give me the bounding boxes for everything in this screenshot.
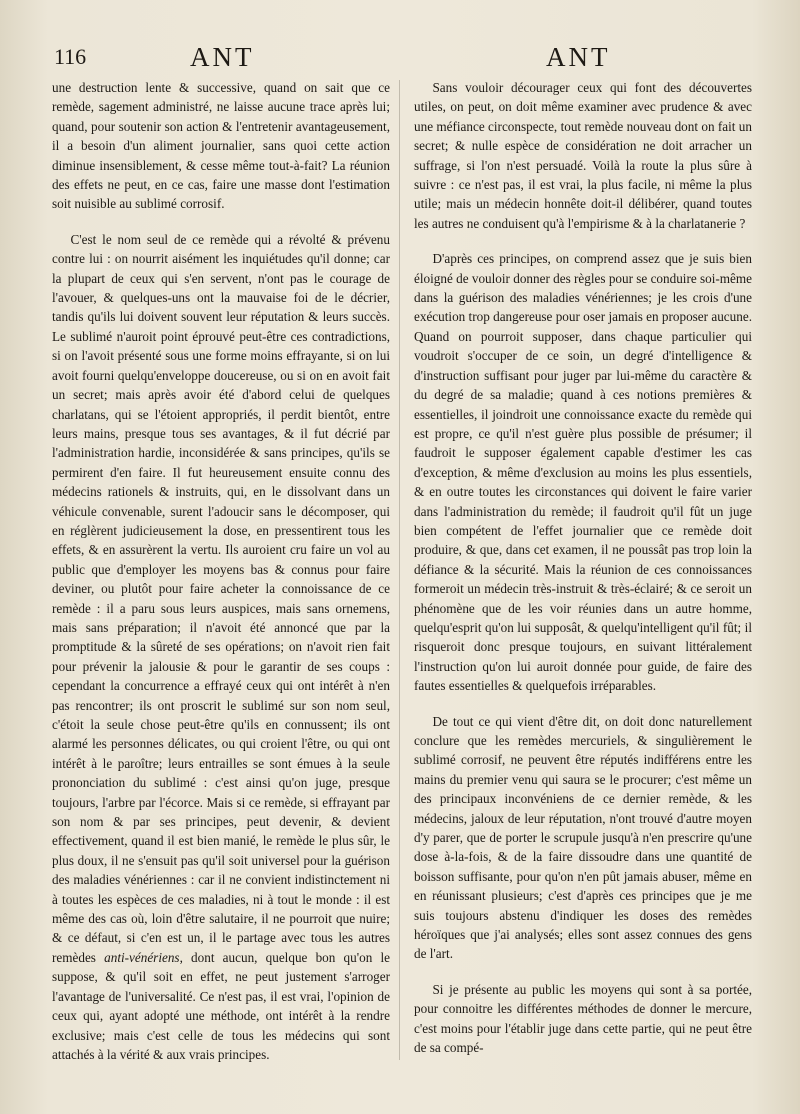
paragraph-text-end: , dont aucun, quelque bon qu'on le suppose, & qu'il soit en effet, ne peut justement s'arroger l'avantage de l'universalité. Ce n'est pas, il est vrai, l'opinion de ceux qui, ayant adopté une méthode, ont intérêt à la rendre exclusive; mais c'est celle de tous les médecins qui sont attachés à la vérité & aux vrais principes. xyxy=(52,949,390,1062)
right-column xyxy=(414,78,752,1068)
paragraph: De tout ce qui vient d'être dit, on doit donc naturellement conclure que les remèdes mercuriels, & singulièrement le sublimé corrosif, ne peuvent être réputés indifférens entre les mains du premier venu qui saura se le procurer; c'est même un des principaux inconvéniens de ce dernier remède, & les médecins, jaloux de leur réputation, n'ont trouvé d'autre moyen d'y parer, que de porter le scrupule jusqu'à n'en prescrire qu'une dose à-la-fois, & de la faire dissoudre dans une quantité de boisson suffisante, pour qu'on n'en pût jamais abuser, même en en réunissant plusieurs; c'est d'après ces principes que je me suis toujours abstenu d'indiquer les doses des remèdes héroïques que j'ai analysés; elles sont assez connues des gens de l'art. xyxy=(414,713,752,962)
paragraph: Sans vouloir décourager ceux qui font des découvertes utiles, on peut, on doit même examiner avec prudence & avec une méfiance circonspecte, tout remède nouveau dont on fait un secret; & nulle espèce de considération ne doit arracher un suffrage, si l'on n'est persuadé. Voilà la route la plus sûre à suivre : ce n'est pas, il est vrai, la plus facile, ni même la plus utile; mais un médecin honnête doit-il délibérer, quand toutes les autres ne conduisent qu'à l'empirisme & à la charlatanerie ? xyxy=(414,80,752,231)
left-column xyxy=(52,78,390,1068)
paragraph: Si je présente au public les moyens qui sont à sa portée, pour connoitre les différentes méthodes de donner le mercure, c'est moins pour l'établir juge dans cette partie, qui ne peut être de sa compé- xyxy=(414,981,752,1056)
text-columns xyxy=(52,78,752,1068)
running-head-left: ANT xyxy=(190,42,255,72)
italic-term: anti-vénériens xyxy=(104,949,180,965)
paragraph: une destruction lente & successive, quand on sait que ce remède, sagement administré, ne laisse aucune trace après lui; quand, pour soutenir son action & l'entretenir avantageusement, il a besoin d'un aliment journalier, sans quoi cette action diminue insensiblement, & cesse même tout-à-fait? La réunion des effets ne peut, en ce cas, faire une masse dont l'estimation soit nuisible au sublimé corrosif. xyxy=(52,80,390,212)
paragraph-text: C'est le nom seul de ce remède qui a révolté & prévenu contre lui : on nourrit aisément les inquiétudes qu'il donne; car la plupart de ceux qui s'en servent, n'ont pas le courage de l'avouer, & quelques-uns ont la mauvaise foi de le décrier, tandis qu'ils lui doivent souvent leur réputation & leurs succès. Le sublimé n'auroit point éprouvé peut-être ces contradictions, si on l'avoit présenté sous une forme moins effrayante, si on lui avoit fourni quelqu'enveloppe doucereuse, ou si on en avoit fait un secret; mais après avoir été d'abord celui de quelques charlatans, qui se l'étoient appropriés, il perdit bientôt, entre leurs mains, presque tous ses avantages, & il fut décrié par l'administration hardie, inconsidérée & sans principes, qu'ils se permirent d'en faire. Il fut heureusement ensuite connu des médecins rationels & instruits, qui, en le dissolvant dans un véhicule convenable, surent l'adoucir sans le décomposer, qui en réglèrent judicieusement la dose, en pressentirent tous les effets, & en assurèrent la vertu. Ils auroient cru faire un vol au public que d'employer les moyens bas & connus pour faire deviner, ou plutôt pour faire acheter la connoissance de ce remède : il a paru sous leurs auspices, mais sans ornemens, mais sans préparation; il n'avoit été annoncé que par la promptitude & la sûreté de ses opérations; on n'avoit rien fait pour prévenir la jalousie & pour le garantir de ses coups : cependant la concurrence a effrayé ceux qui ont intérêt à n'en pas rencontrer; ils ont proscrit le sublimé sur son nom seul, c'étoit la seule chose peut-être qu'ils en connussent; ils ont alarmé les personnes délicates, ou qui croient l'être, ou qui ont intérêt à le paroître; leurs entrailles se sont émues à la seule prononciation du sublimé : c'est ainsi qu'on juge, presque toujours, l'arbre par l'écorce. Mais si ce remède, si effrayant par son nom & par ses principes, peut devenir, & devient effectivement, quand il est bien manié, le remède le plus sûr, le plus doux, il ne s'ensuit pas qu'il soit universel pour la guérison des maladies vénériennes : car il ne convient indistinctement ni à toutes les espèces de ces maladies, ni à tout le monde : il est même des cas où, loin d'être salutaire, il ne pourroit que nuire; & ce défaut, si c'en est un, il le partage avec tous les autres remèdes xyxy=(52,231,390,965)
page-number: 116 xyxy=(54,44,87,69)
paragraph xyxy=(52,230,390,1064)
running-head-right: ANT xyxy=(546,42,611,72)
page-header xyxy=(0,42,800,76)
paragraph: D'après ces principes, on comprend assez que je suis bien éloigné de vouloir donner des règles pour se conduire soi-même dans la guérison des maladies vénériennes; je les crois d'une exécution trop dangereuse pour oser jamais en proposer aucune. Quand on pourroit supposer, dans chaque particulier qui voudroit s'occuper de ce soin, un degré d'intelligence & d'instruction suffisant pour juger par lui-même du caractère & du degré de sa maladie; quand à ces notions premières & essentielles, il joindroit une connoissance exacte du remède qui est propre, ce qu'il n'est guère plus possible de présumer; il faudroit le supposer également capable d'estimer les cas d'exception, & même d'exclusion au moins les plus essentiels, & en outre toutes les circonstances qui doivent le faire varier dans l'administration du remède; il faudroit qu'il fût un juge bien compétent de l'effet journalier que ce remède doit produire, & que, dans cet examen, il ne poussât pas trop loin la défiance & la sécurité. Mais la réunion de ces connoissances formeroit un médecin très-instruit & très-éclairé; & ce seroit un phénomène que de les voir réunies dans un autre homme, quelqu'esprit qu'on lui supposât, & quelqu'intelligent qu'il fût; il risqueroit donc presque toujours, en suivant littéralement l'instruction qu'on lui auroit donnée pour guide, de faire des fautes essentielles & quelquefois irréparables. xyxy=(414,251,752,694)
